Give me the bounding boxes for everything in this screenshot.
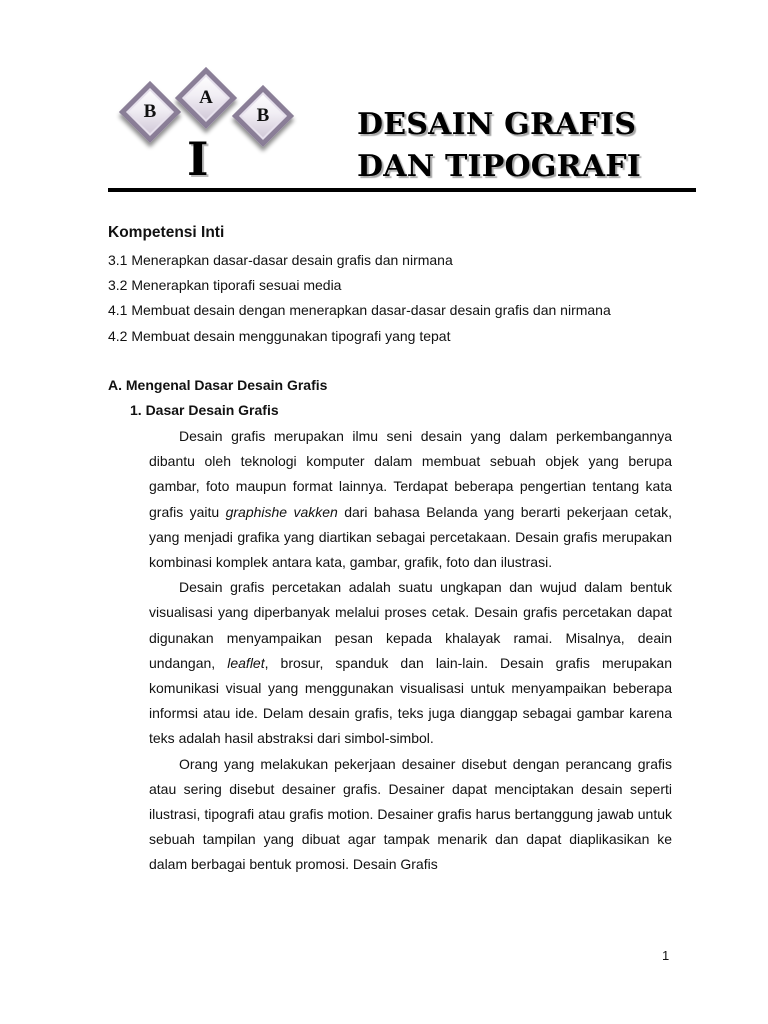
paragraph-2: Desain grafis percetakan adalah suatu ungkapan dan wujud dalam bentuk visualisasi yang diperbanyak melalui proses cetak. Desain grafis percetakan dapat digunakan menyampaikan pesan kepada khalayak ramai. Misalnya, deain undangan, leaflet, brosur, spanduk dan lain-lain. Desain grafis merupakan komunikasi visual yang menggunakan visualisasi untuk menyampaikan beberapa informsi atau ide. Delam desain grafis, teks juga dianggap sebagai gambar karena teks adalah hasil abstraksi dari simbol-simbol. <box>149 579 672 747</box>
body-text <box>149 424 672 878</box>
logo-diamond-a <box>175 67 237 129</box>
kompetensi-item: 3.2 Menerapkan tiporafi sesuai media <box>108 277 342 293</box>
page-number: 1 <box>662 948 670 963</box>
kompetensi-item: 3.1 Menerapkan dasar-dasar desain grafis dan nirmana <box>108 252 453 268</box>
logo-letter: A <box>199 87 213 108</box>
logo-letter: B <box>143 101 157 122</box>
section-heading: A. Mengenal Dasar Desain Grafis <box>108 377 328 393</box>
subsection-heading: 1. Dasar Desain Grafis <box>130 402 279 418</box>
kompetensi-item: 4.1 Membuat desain dengan menerapkan dasar-dasar desain grafis dan nirmana <box>108 302 611 318</box>
chapter-number: I <box>187 132 209 186</box>
paragraph-1: Desain grafis merupakan ilmu seni desain yang dalam perkembangannya dibantu oleh teknologi komputer dalam membuat sebuah objek yang berupa gambar, foto maupun format lainnya. Terdapat beberapa pengertian tentang kata grafis yaitu graphishe vakken dari bahasa Belanda yang berarti pekerjaan cetak, yang menjadi grafika yang diartikan sebagai percetakaan. Desain grafis merupakan kombinasi komplek antara kata, gambar, grafik, foto dan ilustrasi. <box>149 428 672 571</box>
logo-diamond-b-left <box>119 81 181 143</box>
title-divider <box>108 188 696 192</box>
kompetensi-heading: Kompetensi Inti <box>108 224 225 241</box>
paragraph-3: Orang yang melakukan pekerjaan desainer disebut dengan perancang grafis atau sering disebut desainer grafis. Desainer dapat menciptakan desain seperti ilustrasi, tipografi atau grafis motion. Desainer grafis harus bertanggung jawab untuk sebuah tampilan yang dibuat agar tampak menarik dan dapat diaplikasikan ke dalam berbagai bentuk promosi. Desain Grafis <box>149 755 672 873</box>
chapter-title <box>357 104 702 188</box>
logo-diamond-b-right <box>232 85 294 147</box>
chapter-title-line1: DESAIN GRAFIS <box>357 107 637 142</box>
logo-letter: B <box>256 105 270 126</box>
chapter-title-line2: DAN TIPOGRAFI <box>357 149 641 184</box>
kompetensi-item: 4.2 Membuat desain menggunakan tipografi yang tepat <box>108 328 451 344</box>
